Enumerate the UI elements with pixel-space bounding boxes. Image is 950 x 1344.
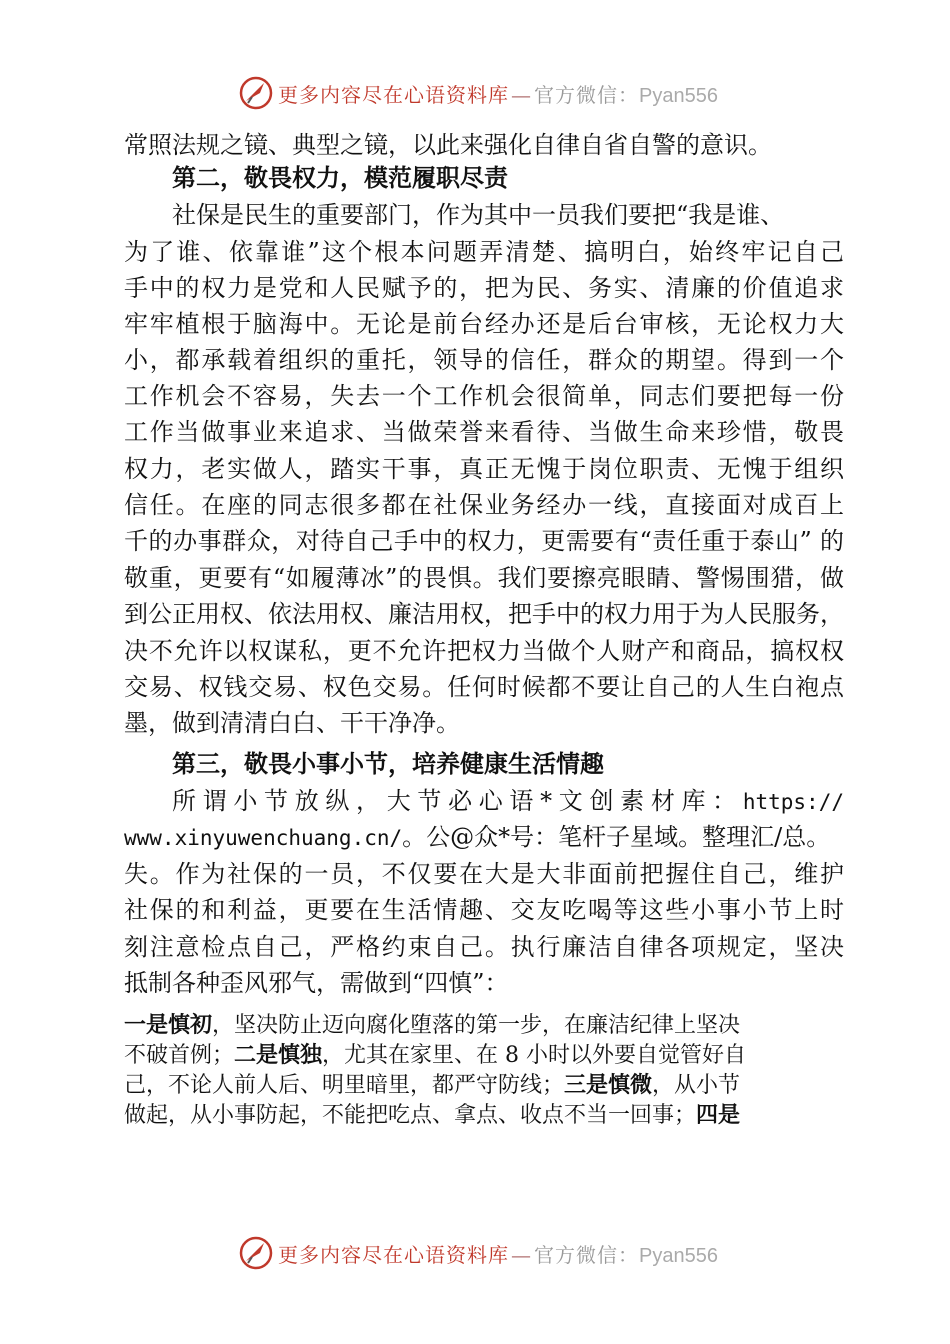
bold-term: 三是慎微	[564, 1073, 653, 1098]
header-label: 官方微信：	[534, 82, 639, 107]
footer-title: 更多内容尽在心语资料库	[278, 1242, 509, 1267]
header-text	[278, 79, 718, 108]
footer-text	[278, 1239, 718, 1268]
paragraph-line: 抵制各种歪风邪气，需做到“四慎”：	[124, 969, 509, 997]
paragraph-line: 交易、权钱交易、权色交易。任何时候都不要让自己的人生白袍点	[124, 673, 844, 701]
url-fragment: www.xinyuwenchuang.cn/	[124, 826, 403, 850]
paragraph-line: 社保的和利益，更要在生活情趣、交友吃喝等这些小事小节上时	[124, 896, 844, 924]
header-banner	[238, 73, 718, 113]
paragraph-line: 敬重，更要有“如履薄冰”的畏惧。我们要擦亮眼睛、警惕围猎，做	[124, 564, 844, 592]
paragraph-text: ，尤其在家里、在 8 小时以外要自觉管好自	[322, 1043, 747, 1068]
footer-banner	[238, 1233, 718, 1273]
section-heading-3: 第三，敬畏小事小节，培养健康生活情趣	[172, 750, 604, 778]
paragraph-line	[124, 819, 844, 856]
paragraph-text: 做起，从小事防起，不能把吃点、拿点、收点不当一回事；	[124, 1103, 697, 1128]
paragraph-line: 信任。在座的同志很多都在社保业务经办一线，直接面对成百上	[124, 491, 844, 519]
paragraph-text: ，从小节	[652, 1073, 741, 1098]
header-wechat-id: Pyan556	[639, 84, 718, 107]
bold-term: 一是慎初	[124, 1013, 213, 1038]
paragraph-line	[124, 1101, 844, 1131]
paragraph-text: 。公@众*号：笔杆子星域。整理汇/总。	[402, 823, 831, 851]
footer-label: 官方微信：	[534, 1242, 639, 1267]
bold-term: 二是慎独	[234, 1043, 323, 1068]
paragraph-line	[124, 1011, 844, 1041]
header-title: 更多内容尽在心语资料库	[278, 82, 509, 107]
paragraph-text: ，坚决防止迈向腐化堕落的第一步，在廉洁纪律上坚决	[212, 1013, 741, 1038]
section-heading-2: 第二，敬畏权力，模范履职尽责	[172, 164, 508, 192]
paragraph-line: 小，都承载着组织的重托，领导的信任，群众的期望。得到一个	[124, 346, 844, 374]
header-separator: —	[511, 82, 532, 107]
footer-separator: —	[511, 1242, 532, 1267]
paragraph-line: 墨，做到清清白白、干干净净。	[124, 709, 460, 737]
paragraph-line	[124, 1041, 844, 1071]
bold-term: 四是	[696, 1103, 741, 1128]
paragraph-line	[124, 1071, 844, 1101]
paragraph-line: 刻注意检点自己，严格约束自己。执行廉洁自律各项规定，坚决	[124, 933, 844, 961]
paragraph-line: 决不允许以权谋私，更不允许把权力当做个人财产和商品，搞权权	[124, 637, 844, 665]
paragraph-line: 手中的权力是党和人民赋予的，把为民、务实、清廉的价值追求	[124, 274, 844, 302]
paragraph-line: 工作机会不容易，失去一个工作机会很简单，同志们要把每一份	[124, 382, 844, 410]
paragraph-line: 失。作为社保的一员，不仅要在大是大非面前把握住自己，维护	[124, 860, 844, 888]
paragraph-line: 权力，老实做人，踏实干事，真正无愧于岗位职责、无愧于组织	[124, 455, 844, 483]
quill-logo-icon	[238, 75, 274, 111]
paragraph-text: 己，不论人前人后、明里暗里，都严守防线；	[124, 1073, 565, 1098]
footer-wechat-id: Pyan556	[639, 1244, 718, 1267]
url-fragment: https://	[742, 790, 844, 814]
paragraph-line: 为了谁、依靠谁”这个根本问题弄清楚、搞明白，始终牢记自己	[124, 238, 844, 266]
body-line: 常照法规之镜、典型之镜，以此来强化自律自省自警的意识。	[124, 131, 772, 159]
paragraph-text: 不破首例；	[124, 1043, 235, 1068]
paragraph-line: 社保是民生的重要部门，作为其中一员我们要把“我是谁、	[172, 201, 785, 229]
paragraph-line	[172, 783, 844, 820]
paragraph-text: 所谓小节放纵，大节必心语*文创素材库：	[172, 787, 743, 815]
paragraph-line: 到公正用权、依法用权、廉洁用权，把手中的权力用于为人民服务，	[124, 600, 844, 628]
paragraph-line: 牢牢植根于脑海中。无论是前台经办还是后台审核，无论权力大	[124, 310, 844, 338]
paragraph-line: 工作当做事业来追求、当做荣誉来看待、当做生命来珍惜，敬畏	[124, 418, 844, 446]
quill-logo-icon	[238, 1235, 274, 1271]
paragraph-line: 千的办事群众，对待自己手中的权力，更需要有“责任重于泰山” 的	[124, 527, 844, 555]
